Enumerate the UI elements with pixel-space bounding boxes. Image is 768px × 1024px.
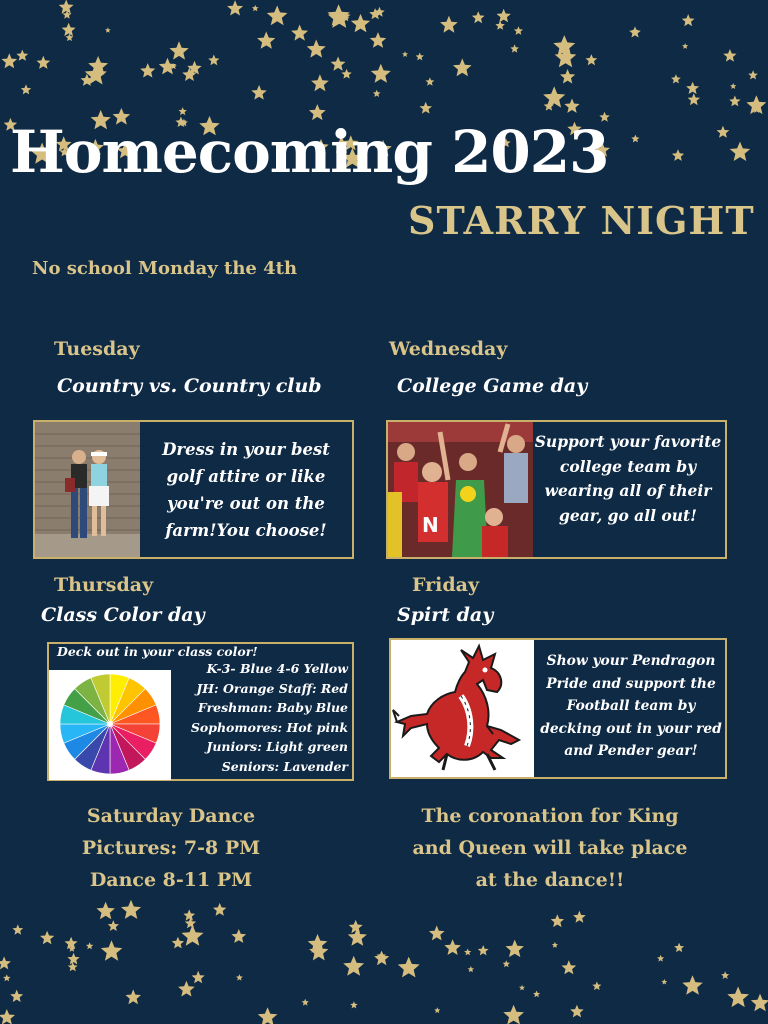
star-icon: [751, 994, 768, 1012]
theme-subtitle: STARRY NIGHT: [408, 198, 755, 243]
coronation-info: [392, 800, 708, 896]
star-icon: [682, 43, 688, 49]
star-icon: [213, 903, 226, 916]
star-icon: [506, 940, 524, 958]
star-icon: [178, 981, 195, 997]
star-icon: [21, 84, 31, 94]
star-icon: [40, 931, 54, 945]
star-icon: [12, 924, 23, 934]
class-color-item: Sophomores: Hot pink: [190, 719, 348, 735]
star-icon: [495, 21, 505, 30]
color-wheel-image: [49, 670, 171, 780]
star-icon: [514, 26, 523, 35]
star-icon: [570, 1005, 583, 1018]
class-color-item: Juniors: Light green: [206, 739, 348, 754]
tuesday-label: Tuesday: [54, 338, 140, 360]
wednesday-photo: [388, 422, 533, 557]
coronation-line: at the dance!!: [475, 869, 625, 891]
star-icon: [468, 966, 475, 972]
star-icon: [343, 956, 364, 976]
dragon-icon: [391, 640, 534, 777]
star-icon: [370, 32, 386, 48]
star-icon: [67, 953, 79, 965]
star-icon: [291, 25, 308, 41]
star-icon: [721, 971, 729, 979]
color-wheel-icon: [49, 670, 171, 780]
no-school-note: No school Monday the 4th: [32, 258, 298, 279]
star-icon: [402, 51, 408, 57]
tuesday-description: Dress in your best golf attire or like you're out on the farm!You choose!: [162, 440, 330, 540]
star-icon: [374, 951, 389, 965]
thursday-card: [47, 642, 354, 781]
friday-label: Friday: [412, 574, 480, 596]
star-icon: [251, 85, 266, 100]
star-icon: [348, 928, 367, 946]
tuesday-theme: Country vs. Country club: [57, 375, 322, 397]
star-icon: [562, 960, 577, 974]
tuesday-card: [33, 420, 354, 559]
star-icon: [672, 149, 684, 161]
star-icon: [179, 107, 187, 115]
class-color-item: K-3- Blue 4-6 Yellow: [206, 661, 348, 676]
star-icon: [497, 9, 511, 22]
star-icon: [208, 55, 219, 66]
star-icon: [302, 999, 309, 1006]
thursday-label: Thursday: [54, 574, 154, 596]
tuesday-photo: [35, 422, 140, 557]
star-icon: [420, 102, 433, 114]
star-icon: [267, 5, 288, 25]
star-icon: [426, 77, 435, 85]
star-icon: [429, 925, 445, 940]
page-title: Homecoming 2023: [10, 118, 609, 186]
dragon-mascot-image: [391, 640, 534, 777]
star-icon: [311, 74, 329, 91]
star-icon: [453, 58, 472, 76]
star-icon: [108, 920, 119, 931]
friday-theme: Spirt day: [397, 604, 494, 626]
wednesday-label: Wednesday: [389, 338, 508, 360]
coronation-line: The coronation for King: [421, 805, 679, 827]
friday-card: [389, 638, 727, 779]
class-color-list: [191, 659, 348, 776]
wednesday-card: [386, 420, 727, 559]
star-icon: [236, 974, 243, 981]
star-icon: [307, 40, 326, 58]
star-icon: [661, 979, 667, 985]
thursday-theme: Class Color day: [41, 604, 205, 626]
star-icon: [86, 942, 94, 949]
star-icon: [231, 929, 246, 943]
star-icon: [182, 925, 204, 946]
star-icon: [444, 939, 461, 955]
star-icon: [573, 911, 586, 923]
star-icon: [227, 0, 243, 15]
star-icon: [503, 1005, 524, 1024]
star-icon: [373, 90, 381, 97]
star-icon: [169, 41, 188, 59]
star-icon: [434, 1007, 440, 1013]
star-icon: [586, 54, 598, 65]
star-icon: [341, 69, 351, 79]
star-icon: [472, 11, 485, 23]
star-icon: [631, 135, 639, 143]
star-icon: [674, 943, 684, 952]
thursday-heading: Deck out in your class color!: [57, 644, 258, 659]
star-icon: [140, 63, 155, 77]
star-icon: [551, 914, 565, 927]
star-icon: [252, 5, 259, 11]
star-icon: [351, 14, 370, 32]
coronation-line: and Queen will take place: [412, 837, 688, 859]
saturday-line: Saturday Dance: [86, 805, 256, 827]
friday-description: Show your Pendragon Pride and support the Football team by decking out in your red and Pender gear!: [540, 653, 722, 759]
star-icon: [564, 99, 579, 113]
star-icon: [478, 945, 489, 955]
star-icon: [688, 93, 701, 105]
star-icon: [96, 902, 115, 920]
star-icon: [503, 960, 510, 967]
saturday-line: Pictures: 7-8 PM: [81, 837, 261, 859]
star-icon: [510, 44, 519, 52]
star-icon: [349, 920, 363, 933]
star-icon: [183, 909, 195, 920]
wednesday-theme: College Game day: [397, 375, 588, 397]
class-color-item: Freshman: Baby Blue: [197, 700, 348, 715]
star-icon: [730, 142, 751, 161]
star-icon: [2, 53, 18, 68]
star-icon: [126, 989, 142, 1004]
star-icon: [416, 53, 424, 61]
star-icon: [686, 82, 699, 94]
star-icon: [257, 32, 275, 49]
star-icon: [748, 70, 758, 79]
star-icon: [10, 990, 23, 1002]
star-icon: [533, 991, 540, 998]
star-icon: [440, 16, 458, 33]
star-icon: [629, 26, 641, 37]
star-icon: [121, 900, 141, 919]
star-icon: [37, 56, 51, 69]
star-icon: [560, 69, 575, 84]
star-icon: [101, 940, 123, 960]
star-icon: [682, 975, 703, 995]
star-icon: [16, 50, 28, 61]
star-icon: [592, 981, 601, 990]
star-icon: [730, 83, 736, 89]
saturday-line: Dance 8-11 PM: [89, 869, 253, 891]
star-icon: [3, 974, 10, 981]
class-color-item: Seniors: Lavender: [221, 758, 348, 774]
star-icon: [172, 937, 184, 949]
star-icon: [398, 957, 420, 978]
star-icon: [657, 955, 664, 962]
star-icon: [59, 0, 74, 14]
star-icon: [727, 987, 749, 1008]
color-wheel-center: [107, 721, 113, 727]
star-icon: [717, 126, 730, 138]
star-icon: [105, 27, 111, 33]
saturday-dance-info: [40, 800, 302, 896]
star-icon: [62, 23, 76, 36]
class-color-item: JH: Orange Staff: Red: [196, 680, 348, 696]
star-icon: [350, 1001, 358, 1008]
star-icon: [258, 1007, 278, 1024]
svg-text:N: N: [422, 513, 439, 537]
star-icon: [519, 985, 525, 991]
star-icon: [729, 96, 740, 107]
star-icon: [0, 957, 11, 970]
star-icon: [723, 49, 736, 62]
star-icon: [671, 74, 681, 83]
star-icon: [0, 1009, 15, 1024]
star-icon: [682, 14, 695, 26]
star-icon: [464, 949, 471, 956]
wednesday-description: Support your favorite college team by wearing all of their gear, go all out!: [534, 432, 722, 525]
star-icon: [371, 64, 391, 83]
star-icon: [331, 57, 346, 71]
star-icon: [192, 971, 205, 983]
star-icon: [552, 942, 558, 948]
star-icon: [555, 47, 577, 67]
